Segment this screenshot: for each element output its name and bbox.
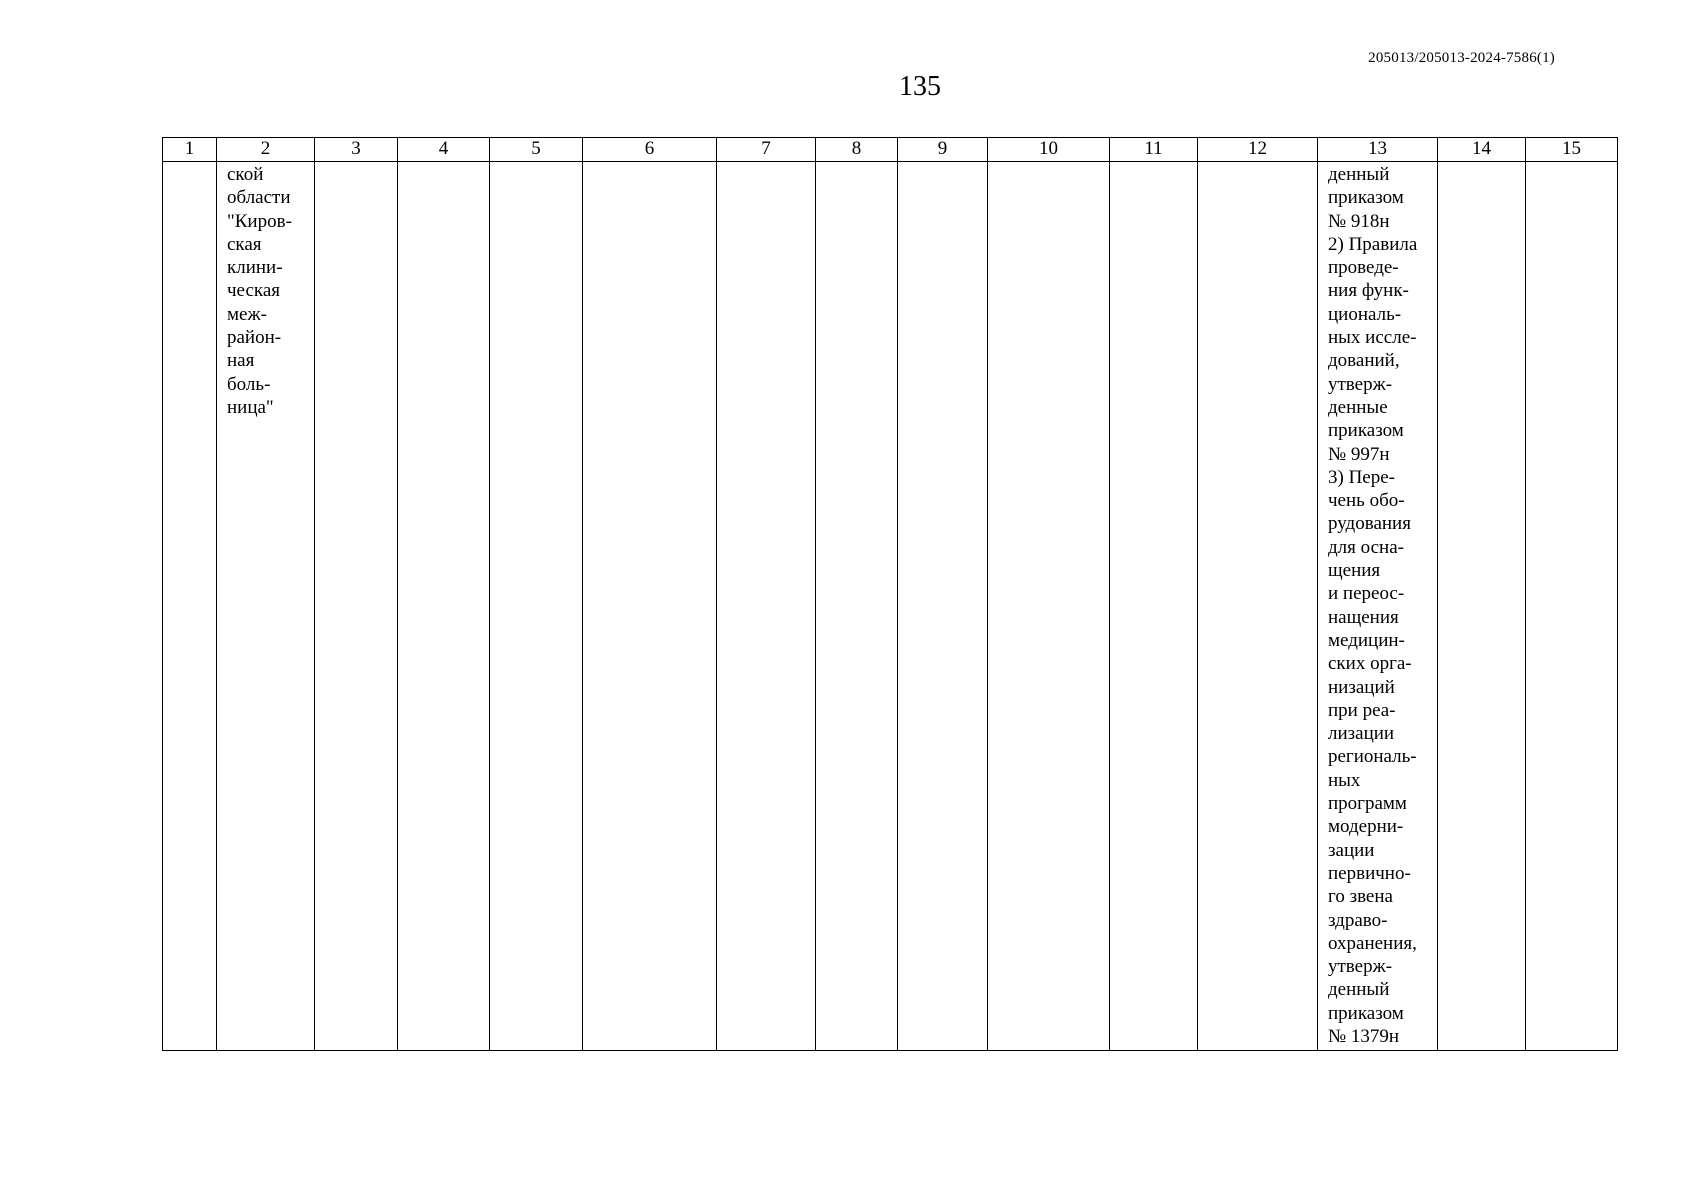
- cell-col6: [583, 162, 717, 1051]
- column-header-7: 7: [717, 138, 816, 162]
- cell-col1: [163, 162, 217, 1051]
- cell-col14: [1438, 162, 1526, 1051]
- cell-col10: [988, 162, 1110, 1051]
- page-number: 135: [899, 71, 941, 102]
- cell-col8: [816, 162, 898, 1051]
- column-header-12: 12: [1198, 138, 1318, 162]
- cell-col9: [898, 162, 988, 1051]
- column-header-6: 6: [583, 138, 717, 162]
- cell-col5: [490, 162, 583, 1051]
- cell-col15: [1526, 162, 1618, 1051]
- column-header-10: 10: [988, 138, 1110, 162]
- column-header-4: 4: [398, 138, 490, 162]
- header-row: [163, 138, 1618, 162]
- cell-col3: [315, 162, 398, 1051]
- regulations-text: денный приказом № 918н 2) Правила проведе- ния функ- циональ- ных иссле- дований, утверж- денные приказом № 997н 3) Пере- чень обо- рудования для осна- щения и переос- нащения медицин- ских орга- низаций при реа- лизации региональ- ных программ модерни- зации первично- го звена здраво- охранения, утверж- денный приказом № 1379н: [1328, 164, 1418, 1047]
- column-header-8: 8: [816, 138, 898, 162]
- data-table: [162, 137, 1618, 1051]
- column-header-1: 1: [163, 138, 217, 162]
- cell-col4: [398, 162, 490, 1051]
- column-header-11: 11: [1110, 138, 1198, 162]
- column-header-5: 5: [490, 138, 583, 162]
- column-header-2: 2: [217, 138, 315, 162]
- column-header-15: 15: [1526, 138, 1618, 162]
- table-row: [163, 162, 1618, 1051]
- cell-col7: [717, 162, 816, 1051]
- cell-col12: [1198, 162, 1318, 1051]
- cell-col13: [1318, 162, 1438, 1051]
- column-header-14: 14: [1438, 138, 1526, 162]
- column-header-3: 3: [315, 138, 398, 162]
- document-id: 205013/205013-2024-7586(1): [1368, 50, 1555, 66]
- column-header-13: 13: [1318, 138, 1438, 162]
- column-header-9: 9: [898, 138, 988, 162]
- cell-col2: [217, 162, 315, 1051]
- organization-name: ской области "Киров- ская клини- ческая меж- район- ная боль- ница": [227, 164, 292, 418]
- cell-col11: [1110, 162, 1198, 1051]
